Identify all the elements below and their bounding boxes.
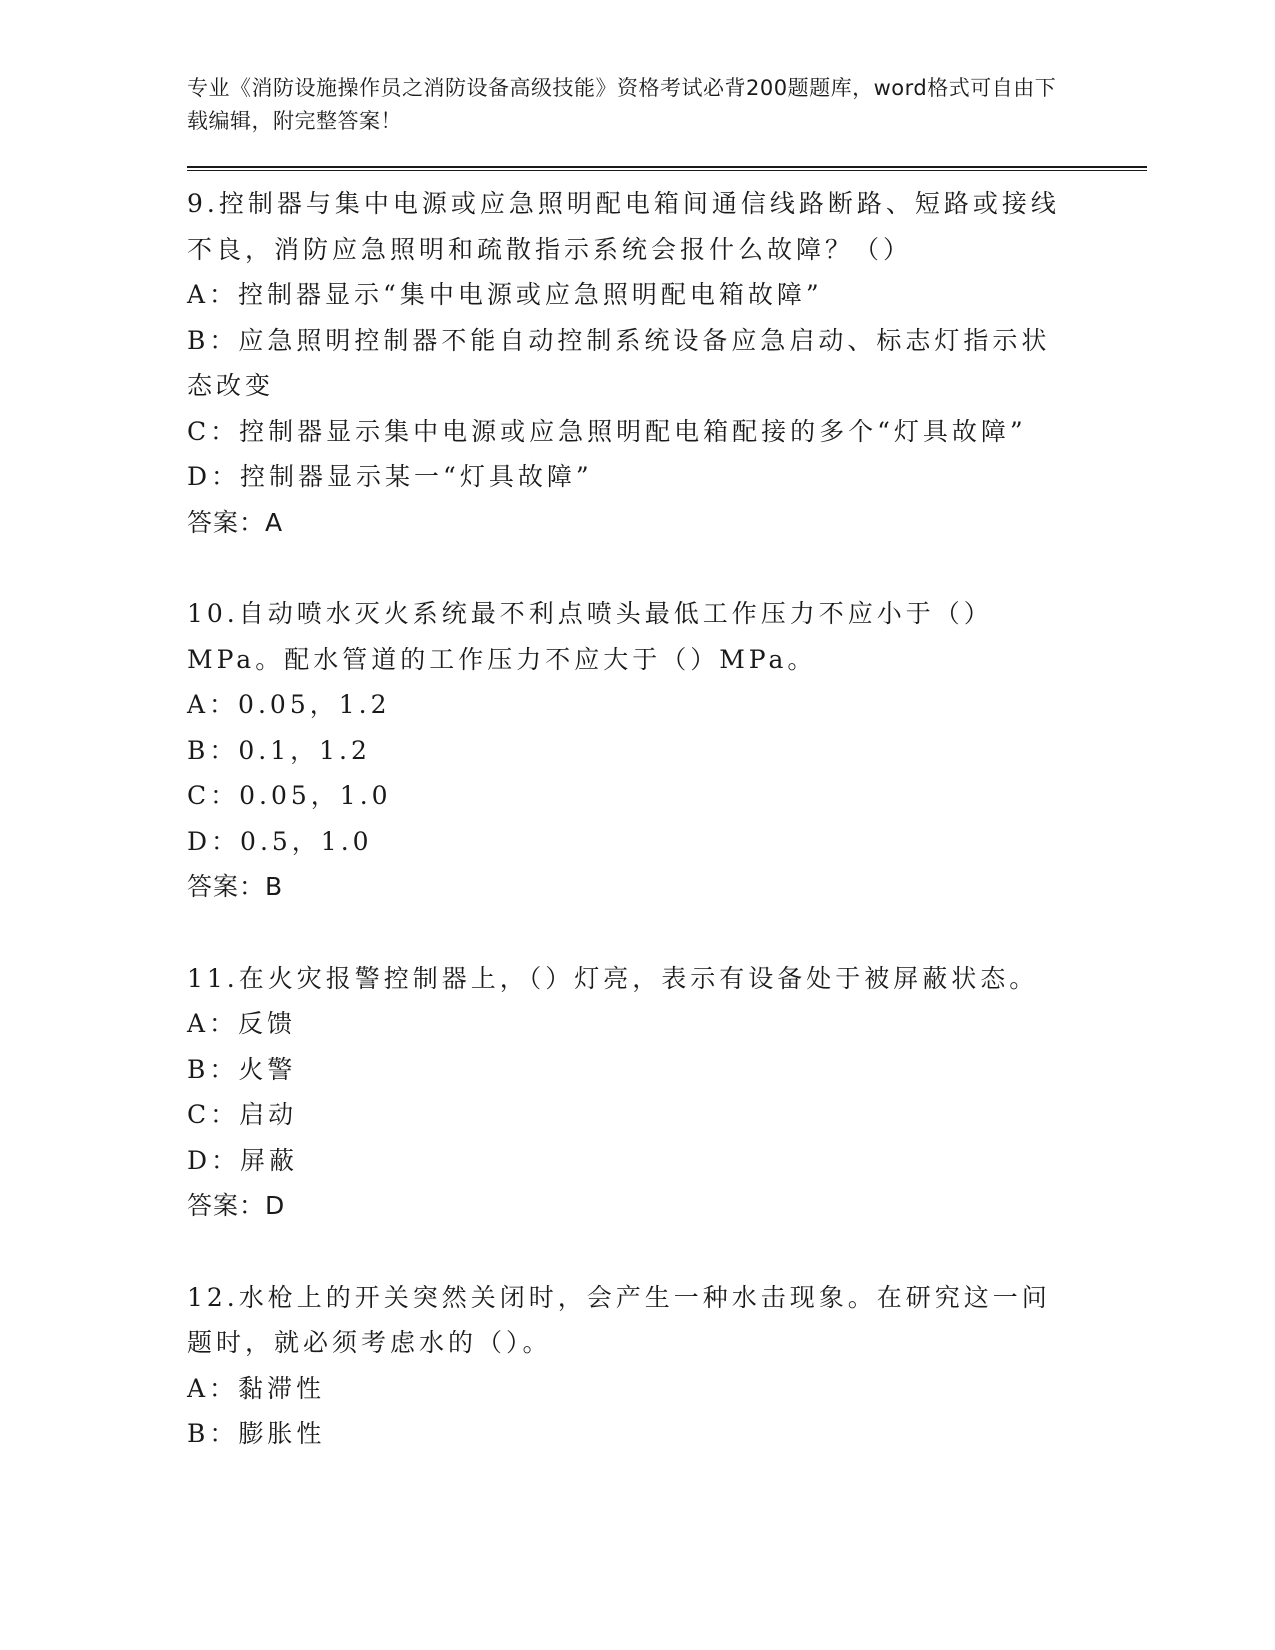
option-a: A：反馈 bbox=[187, 1009, 297, 1038]
question-stem: 10.自动喷水灭火系统最不利点喷头最低工作压力不应小于（）MPa。配水管道的工作压力不应大于（）MPa。 bbox=[187, 599, 993, 674]
option-c: C：0.05，1.0 bbox=[187, 781, 392, 810]
question-stem: 11.在火灾报警控制器上，（）灯亮，表示有设备处于被屏蔽状态。 bbox=[187, 963, 1039, 993]
question-item bbox=[187, 181, 1147, 545]
option-b: B：膨胀性 bbox=[187, 1419, 326, 1448]
option-d: D：0.5，1.0 bbox=[187, 826, 373, 856]
document-intro: 专业《消防设施操作员之消防设备高级技能》资格考试必背200题题库，word格式可自由下载编辑，附完整答案！ bbox=[187, 76, 1057, 133]
option-a: A：0.05，1.2 bbox=[187, 690, 391, 719]
answer-line: 答案：A bbox=[187, 507, 284, 537]
answer-line: 答案：B bbox=[187, 872, 284, 901]
option-a: A：控制器显示“集中电源或应急照明配电箱故障” bbox=[187, 280, 823, 309]
option-c: C：启动 bbox=[187, 1100, 298, 1129]
question-stem: 12.水枪上的开关突然关闭时，会产生一种水击现象。在研究这一问题时，就必须考虑水的（）。 bbox=[187, 1282, 1051, 1357]
option-b: B：应急照明控制器不能自动控制系统设备应急启动、标志灯指示状态改变 bbox=[187, 325, 1051, 400]
question-item bbox=[187, 1275, 1147, 1457]
answer-line: 答案：D bbox=[187, 1191, 286, 1220]
option-b: B：火警 bbox=[187, 1054, 297, 1084]
question-item bbox=[187, 591, 1147, 910]
option-b: B：0.1，1.2 bbox=[187, 735, 371, 765]
question-list bbox=[187, 181, 1147, 1457]
question-item bbox=[187, 956, 1147, 1229]
document-page bbox=[187, 72, 1147, 1503]
option-d: D：屏蔽 bbox=[187, 1145, 299, 1175]
option-c: C：控制器显示集中电源或应急照明配电箱配接的多个“灯具故障” bbox=[187, 416, 1027, 446]
header-divider bbox=[187, 166, 1147, 171]
question-stem: 9.控制器与集中电源或应急照明配电箱间通信线路断路、短路或接线不良，消防应急照明和疏散指示系统会报什么故障？（） bbox=[187, 189, 1060, 264]
option-d: D：控制器显示某一“灯具故障” bbox=[187, 462, 593, 491]
option-a: A：黏滞性 bbox=[187, 1373, 326, 1403]
